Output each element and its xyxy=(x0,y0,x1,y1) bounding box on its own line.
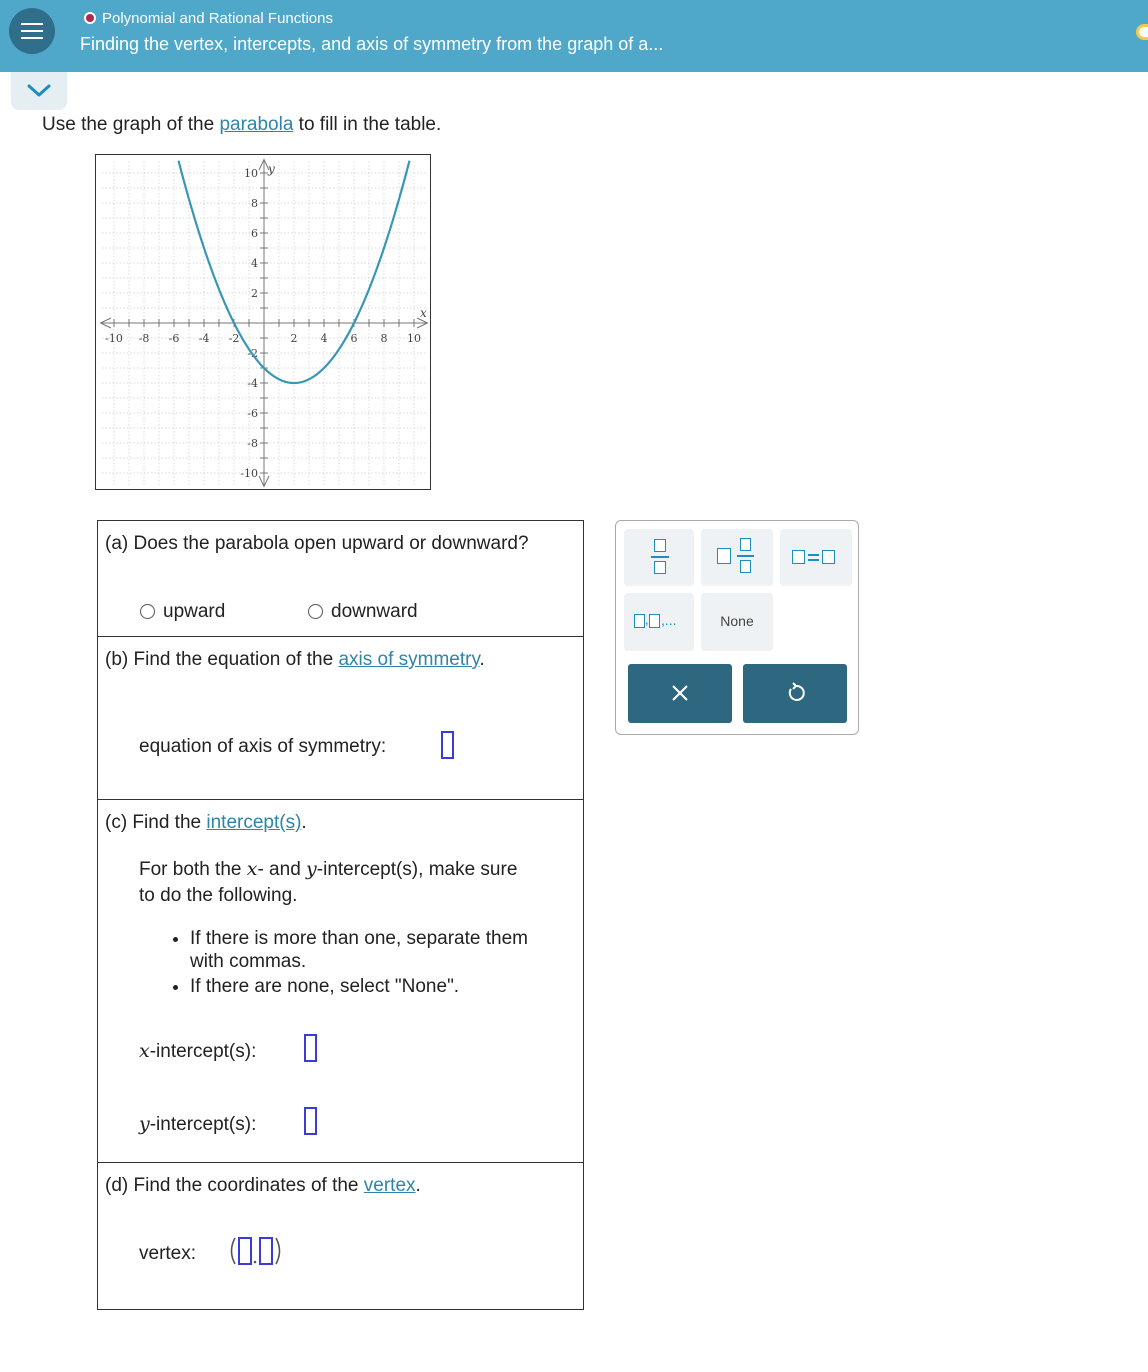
none-key[interactable]: None xyxy=(701,593,773,651)
y-intercept-label: y-intercept(s): xyxy=(139,1113,257,1135)
part-d xyxy=(98,1163,583,1309)
upward-radio[interactable] xyxy=(140,604,155,619)
topic-label: Polynomial and Rational Functions xyxy=(84,10,333,27)
x-tick-label: -8 xyxy=(138,332,150,345)
y-tick-label: -6 xyxy=(247,407,258,420)
part-c-intro: For both the x- and y-intercept(s), make sure xyxy=(139,858,518,880)
x-tick-label: -6 xyxy=(168,332,180,345)
intercepts-link[interactable]: intercept(s) xyxy=(206,812,302,833)
y-tick-label: 4 xyxy=(251,257,258,270)
graph-svg xyxy=(96,155,430,489)
collapse-button[interactable] xyxy=(11,72,67,110)
parabola-link[interactable]: parabola xyxy=(219,114,294,135)
x-tick-label: -10 xyxy=(105,332,123,345)
x-intercept-label: x-intercept(s): xyxy=(139,1040,257,1062)
chevron-down-icon xyxy=(27,84,51,98)
y-tick-label: -2 xyxy=(247,347,258,360)
y-tick-label: -10 xyxy=(240,467,258,480)
bullet-item: • If there are none, select "None". xyxy=(190,975,528,998)
downward-radio[interactable] xyxy=(308,604,323,619)
part-c-intro-line2: to do the following. xyxy=(139,885,298,906)
progress-toggle[interactable] xyxy=(1136,24,1148,40)
fraction-key[interactable] xyxy=(624,529,694,586)
parabola-graph xyxy=(95,154,431,490)
undo-button[interactable] xyxy=(743,664,847,723)
vertex-input[interactable] xyxy=(227,1235,287,1267)
top-header xyxy=(0,0,1148,72)
part-a-question: (a) Does the parabola open upward or downward? xyxy=(105,533,529,554)
menu-button[interactable] xyxy=(9,8,55,54)
part-d-question: (d) Find the coordinates of the vertex. xyxy=(105,1175,421,1196)
part-c xyxy=(98,800,583,1163)
x-tick-label: -2 xyxy=(228,332,240,345)
fraction-icon xyxy=(654,539,666,552)
y-axis-label: y xyxy=(268,162,275,176)
vertex-label: vertex: xyxy=(139,1243,197,1264)
axis-label: equation of axis of symmetry: xyxy=(139,736,387,757)
equals-icon xyxy=(792,550,805,564)
instruction: Use the graph of the parabola to fill in the table. xyxy=(42,114,442,135)
vertex-link[interactable]: vertex xyxy=(363,1175,416,1196)
upward-option[interactable]: upward xyxy=(140,601,225,623)
x-tick-label: 2 xyxy=(290,332,298,345)
instructions-list xyxy=(170,927,528,1000)
menu-icon xyxy=(21,23,43,25)
part-a xyxy=(98,521,583,637)
x-tick-label: 6 xyxy=(350,332,358,345)
close-icon xyxy=(671,684,689,702)
x-tick-label: 10 xyxy=(407,332,421,345)
x-tick-label: 8 xyxy=(380,332,388,345)
mixed-number-key[interactable] xyxy=(701,529,773,586)
bullet-item: • If there is more than one, separate them with commas. xyxy=(190,927,528,973)
axis-answer-input[interactable] xyxy=(441,731,454,759)
mixed-number-icon xyxy=(717,548,731,564)
y-tick-label: 8 xyxy=(251,197,258,210)
x-tick-label: 4 xyxy=(320,332,328,345)
undo-icon xyxy=(785,682,807,704)
part-b-question: (b) Find the equation of the axis of symmetry. xyxy=(105,649,485,670)
topic-status-icon xyxy=(84,12,96,24)
list-key[interactable]: , ,... xyxy=(624,593,694,651)
x-intercept-input[interactable] xyxy=(304,1034,317,1062)
axis-of-symmetry-link[interactable]: axis of symmetry xyxy=(338,649,480,670)
equation-key[interactable] xyxy=(780,529,852,586)
y-tick-label: -4 xyxy=(247,377,258,390)
y-tick-label: 6 xyxy=(251,227,258,240)
math-keypad xyxy=(615,520,859,735)
part-b xyxy=(98,637,583,800)
list-icon xyxy=(634,614,645,628)
y-intercept-input[interactable] xyxy=(304,1107,317,1135)
y-tick-label: 10 xyxy=(244,167,258,180)
question-table xyxy=(97,520,584,1310)
page-title: Finding the vertex, intercepts, and axis of symmetry from the graph of a... xyxy=(80,34,664,54)
y-tick-label: -8 xyxy=(247,437,258,450)
part-c-question: (c) Find the intercept(s). xyxy=(105,812,307,833)
downward-option[interactable]: downward xyxy=(308,601,418,623)
y-tick-label: 2 xyxy=(251,287,258,300)
clear-button[interactable] xyxy=(628,664,732,723)
x-axis-label: x xyxy=(420,306,427,320)
x-tick-label: -4 xyxy=(198,332,210,345)
